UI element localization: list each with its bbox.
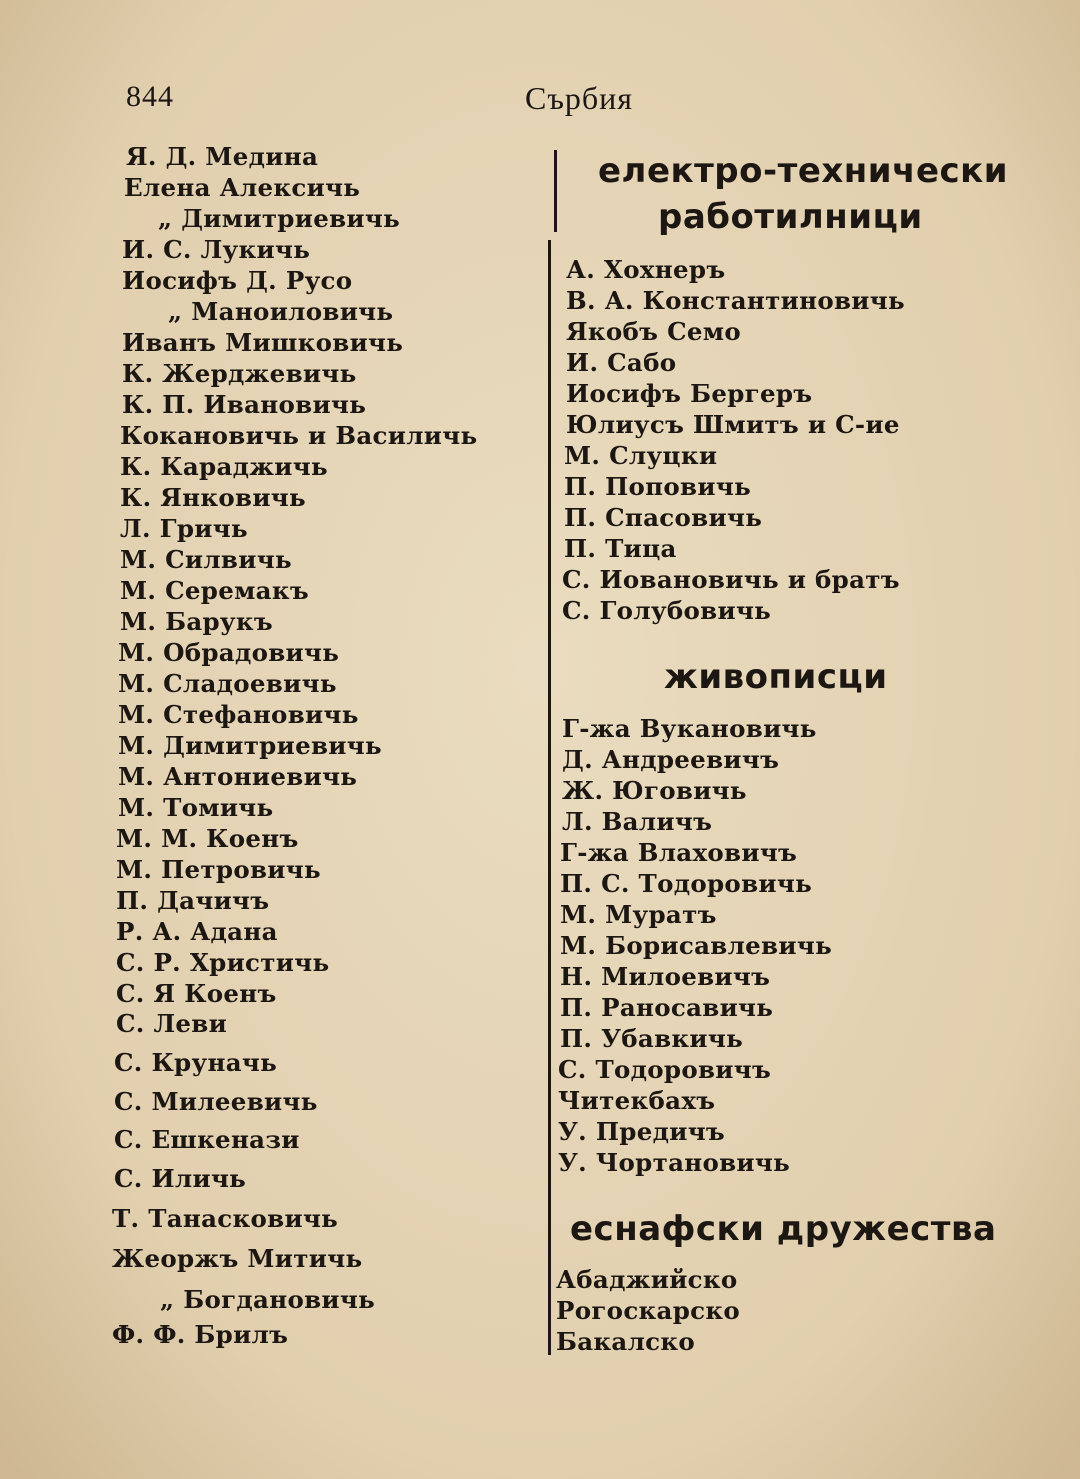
list-item: В. А. Константиновичь — [566, 286, 905, 315]
list-item: М. Димитриевичь — [118, 731, 382, 760]
list-item: Читекбахъ — [558, 1086, 716, 1115]
list-item: Л. Гричь — [120, 514, 248, 543]
list-item: М. Барукъ — [120, 607, 273, 636]
list-item: С. Иличь — [114, 1164, 247, 1193]
section-heading-painters: живописци — [664, 657, 888, 697]
section-heading-workshops: работилници — [658, 197, 923, 237]
list-item: Ф. Ф. Брилъ — [112, 1320, 289, 1349]
list-item: П. Убавкичь — [560, 1024, 744, 1053]
list-item: И. С. Лукичь — [122, 235, 311, 264]
list-item: С. Я Коенъ — [116, 979, 277, 1008]
list-item: П. Раносавичь — [560, 993, 774, 1022]
list-item: Иванъ Мишковичь — [122, 328, 404, 357]
list-item: Я. Д. Медина — [126, 142, 319, 171]
list-item: Иосифъ Бергеръ — [566, 379, 813, 408]
list-item: Р. А. Адана — [116, 917, 278, 946]
list-item: М. Борисавлевичь — [560, 931, 832, 960]
list-item: К. Караджичь — [120, 452, 328, 481]
list-item: М. Томичь — [118, 793, 274, 822]
list-item: М. Петровичь — [116, 855, 321, 884]
list-item: Жеоржъ Митичь — [112, 1244, 363, 1273]
list-item: С. Р. Христичь — [116, 948, 330, 977]
list-item: Рогоскарско — [556, 1296, 740, 1325]
section-heading-electro-technical: електро-технически — [598, 151, 1009, 191]
list-item: Г-жа Влаховичъ — [560, 838, 798, 867]
list-item: И. Сабо — [566, 348, 677, 377]
list-item: П. Тица — [564, 534, 677, 563]
list-item: С. Ешкенази — [114, 1125, 300, 1154]
list-item: Ж. Юговичь — [562, 776, 747, 805]
running-head: Сърбия — [525, 80, 634, 116]
list-item: К. Янковичь — [120, 483, 306, 512]
list-item: Якобъ Семо — [566, 317, 742, 346]
list-item: Т. Танасковичь — [112, 1204, 339, 1233]
list-item: Кокановичь и Василичь — [120, 421, 478, 450]
list-item: Елена Алексичь — [124, 173, 361, 202]
list-item: Юлиусъ Шмитъ и С-ие — [566, 410, 900, 439]
list-item: М. Антониевичь — [118, 762, 358, 791]
list-item: М. Силвичь — [120, 545, 292, 574]
list-item: П. Дачичъ — [116, 886, 270, 915]
list-item: У. Предичъ — [558, 1117, 726, 1146]
list-item: Бакалско — [556, 1327, 696, 1356]
list-item: Н. Милоевичъ — [560, 962, 771, 991]
list-item: „ Димитриевичь — [158, 204, 401, 233]
list-item: С. Круначь — [114, 1048, 278, 1077]
list-item: М. Слуцки — [564, 441, 718, 470]
list-item: Г-жа Вукановичь — [562, 714, 817, 743]
list-item: С. Иовановичь и братъ — [562, 565, 900, 594]
list-item: С. Леви — [116, 1009, 228, 1038]
list-item: Д. Андреевичъ — [562, 745, 780, 774]
list-item: „ Богдановичь — [160, 1285, 376, 1314]
list-item: К. Жерджевичь — [122, 359, 357, 388]
list-item: М. Серемакъ — [120, 576, 309, 605]
list-item: Л. Валичъ — [562, 807, 713, 836]
list-item: „ Маноиловичь — [168, 297, 394, 326]
list-item: П. Спасовичь — [564, 503, 763, 532]
list-item: С. Тодоровичъ — [558, 1055, 772, 1084]
list-item: У. Чортановичь — [558, 1148, 791, 1177]
list-item: М. Сладоевичь — [118, 669, 337, 698]
page-number: 844 — [126, 80, 174, 113]
section-heading-guild-societies: еснафски дружества — [570, 1209, 997, 1249]
list-item: М. Стефановичь — [118, 700, 359, 729]
list-item: П. С. Тодоровичь — [560, 869, 813, 898]
list-item: М. Обрадовичь — [118, 638, 340, 667]
list-item: П. Поповичь — [564, 472, 752, 501]
list-item: М. М. Коенъ — [116, 824, 299, 853]
list-item: Иосифъ Д. Русо — [122, 266, 353, 295]
list-item: К. П. Ивановичь — [122, 390, 367, 419]
list-item: С. Голубовичь — [562, 596, 772, 625]
list-item: М. Муратъ — [560, 900, 717, 929]
list-item: Абаджийско — [556, 1265, 738, 1294]
list-item: С. Милеевичь — [114, 1087, 318, 1116]
list-item: А. Хохнеръ — [566, 255, 726, 284]
